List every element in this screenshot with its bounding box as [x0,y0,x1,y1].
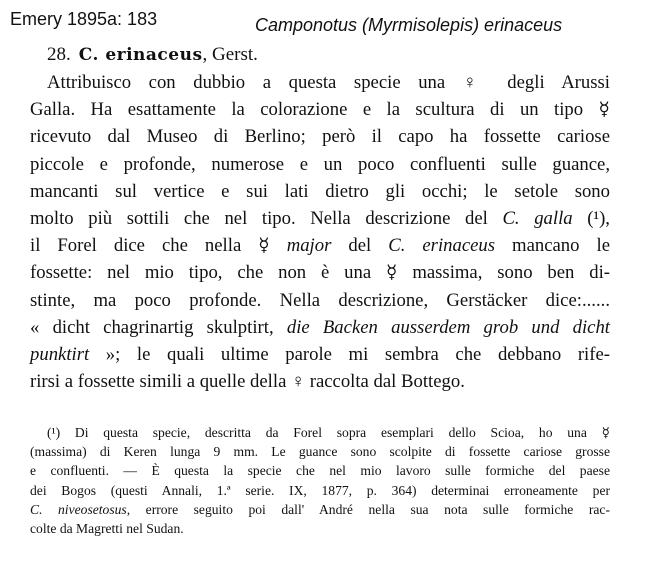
entry-number: 28. [47,44,71,65]
footnote-line: dei Bogos (questi Annali, 1.ª serie. IX, 1877, p. 364) determinai erroneamente per [30,482,610,498]
footnote-line: colte da Magretti nel Sudan. [30,520,184,536]
body-line: punktirt »; le quali ultime parole mi sembra che debbano rife- [30,343,610,365]
footnote-line: C. niveosetosus, errore seguito poi dall' André nella sua nota sulle formiche rac- [30,501,610,517]
entry-heading [47,44,258,66]
footnote [30,423,610,538]
body-line: Galla. Ha esattamente la colorazione e la scultura di un tipo ☿ [30,99,610,121]
body-line: piccole e profonde, numerose e un poco confluenti sulle guance, [30,153,610,175]
citation-header: Emery 1895a: 183 [10,9,158,29]
taxon-header: Camponotus (Myrmisolepis) erinaceus [255,15,563,35]
body-line: mancanti sul vertice e sui lati dietro gli occhi; le setole sono [30,180,610,202]
body-line: il Forel dice che nella ☿ major del C. erinaceus mancano le [30,235,610,257]
body-line: molto più sottili che nel tipo. Nella descrizione del C. galla (¹), [30,207,610,229]
body-line: fossette: nel mio tipo, che non è una ☿ massima, sono ben di- [30,262,610,284]
body-paragraph [30,69,610,395]
body-line: ricevuto dal Museo di Berlino; però il capo ha fossette cariose [30,126,610,148]
body-line: Attribuisco con dubbio a questa specie una ♀ degli Arussi [47,72,610,93]
body-line: stinte, ma poco profonde. Nella descrizione, Gerstäcker dice:...... [30,289,610,311]
footnote-line: (¹) Di questa specie, descritta da Forel sopra esemplari dello Scioa, ho una ☿ [47,425,610,440]
footnote-line: e confluenti. — È questa la specie che nel mio lavoro sulle formiche del paese [30,463,610,479]
species-author: , Gerst. [202,44,258,65]
footnote-line: (massima) di Keren lunga 9 mm. Le guance sono scolpite di fossette cariose grosse [30,444,610,460]
body-line: rirsi a fossette simili a quelle della ♀ raccolta dal Bottego. [30,371,465,393]
body-line: « dicht chagrinartig skulptirt, die Backen ausserdem grob und dicht [30,316,610,338]
species-name: C. erinaceus [78,45,203,65]
